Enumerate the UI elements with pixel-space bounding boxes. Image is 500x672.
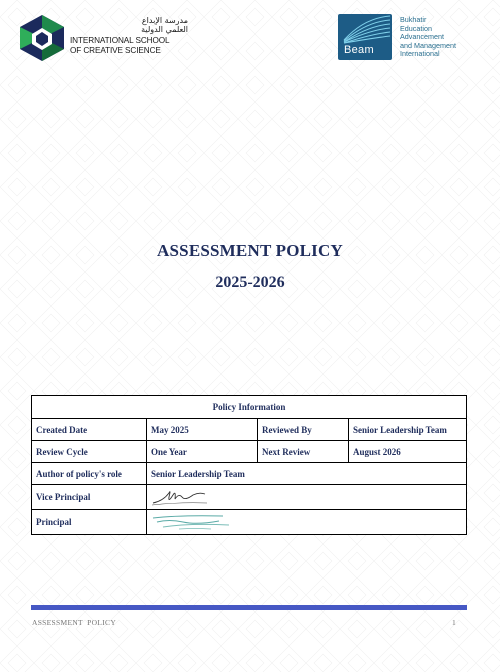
review-cycle-label: Review Cycle [32,441,147,463]
review-cycle-value: One Year [147,441,258,463]
school-name-line2: OF CREATIVE SCIENCE [70,46,161,55]
document-year: 2025-2026 [215,274,285,291]
school-arabic-name: مدرسة الإبداع العلمي الدولية [141,16,188,34]
page-number: 1 [452,618,456,627]
author-value: Senior Leadership Team [147,463,467,485]
vice-principal-signature-cell [147,485,467,510]
principal-label: Principal [32,510,147,535]
reviewed-by-label: Reviewed By [258,419,349,441]
table-heading: Policy Information [32,396,467,419]
vice-principal-label: Vice Principal [32,485,147,510]
beam-description: Bukhatir Education Advancement and Management International [400,15,456,59]
table-row [32,419,467,441]
vice-principal-signature [149,485,209,509]
document-title: ASSESSMENT POLICY [157,241,343,260]
policy-information-table [31,395,467,535]
beam-emblem [338,14,392,60]
table-row [32,463,467,485]
footer-rule [31,605,467,610]
beam-wordmark: Beam [344,44,374,56]
created-date-label: Created Date [32,419,147,441]
table-row [32,485,467,510]
created-date-value: May 2025 [147,419,258,441]
principal-signature [149,510,233,534]
school-logo [18,14,188,62]
footer-title: ASSESSMENT POLICY [32,618,117,627]
school-english-name [70,36,190,56]
school-name-line1: INTERNATIONAL SCHOOL [70,36,170,45]
school-emblem-icon [18,14,66,62]
author-label: Author of policy's role [32,463,147,485]
next-review-label: Next Review [258,441,349,463]
table-row [32,441,467,463]
beam-logo [338,14,488,62]
principal-signature-cell [147,510,467,535]
next-review-value: August 2026 [349,441,467,463]
reviewed-by-value: Senior Leadership Team [349,419,467,441]
table-row [32,510,467,535]
beam-waves-icon [338,14,392,44]
